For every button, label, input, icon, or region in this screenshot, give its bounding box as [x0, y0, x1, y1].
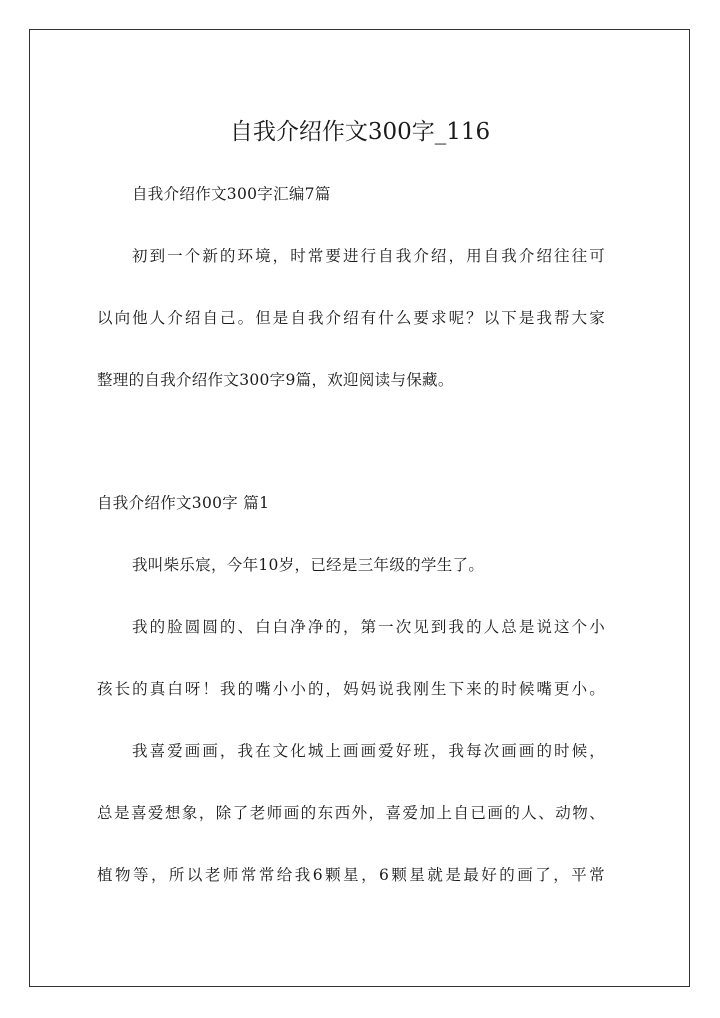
body-line-5: 总是喜爱想象，除了老师画的东西外，喜爱加上自已画的人、动物、 [97, 804, 605, 822]
body-line-2: 我的脸圆圆的、白白净净的，第一次见到我的人总是说这个小 [132, 618, 605, 636]
body-line-6: 植物等，所以老师常常给我6颗星，6颗星就是最好的画了，平常 [97, 866, 605, 884]
intro-line-1: 初到一个新的环境，时常要进行自我介绍，用自我介绍往往可 [132, 247, 605, 265]
body-line-1: 我叫柴乐宸，今年10岁，已经是三年级的学生了。 [132, 556, 485, 574]
document-subtitle: 自我介绍作文300字汇编7篇 [132, 185, 331, 203]
intro-line-2: 以向他人介绍自己。但是自我介绍有什么要求呢？以下是我帮大家 [97, 309, 605, 327]
body-line-4: 我喜爱画画，我在文化城上画画爱好班，我每次画画的时候， [132, 742, 605, 760]
intro-line-3: 整理的自我介绍作文300字9篇，欢迎阅读与保藏。 [97, 371, 454, 389]
section-heading: 自我介绍作文300字 篇1 [97, 494, 270, 512]
document-title: 自我介绍作文300字_116 [229, 119, 491, 145]
body-line-3: 孩长的真白呀！我的嘴小小的，妈妈说我刚生下来的时候嘴更小。 [97, 680, 605, 698]
